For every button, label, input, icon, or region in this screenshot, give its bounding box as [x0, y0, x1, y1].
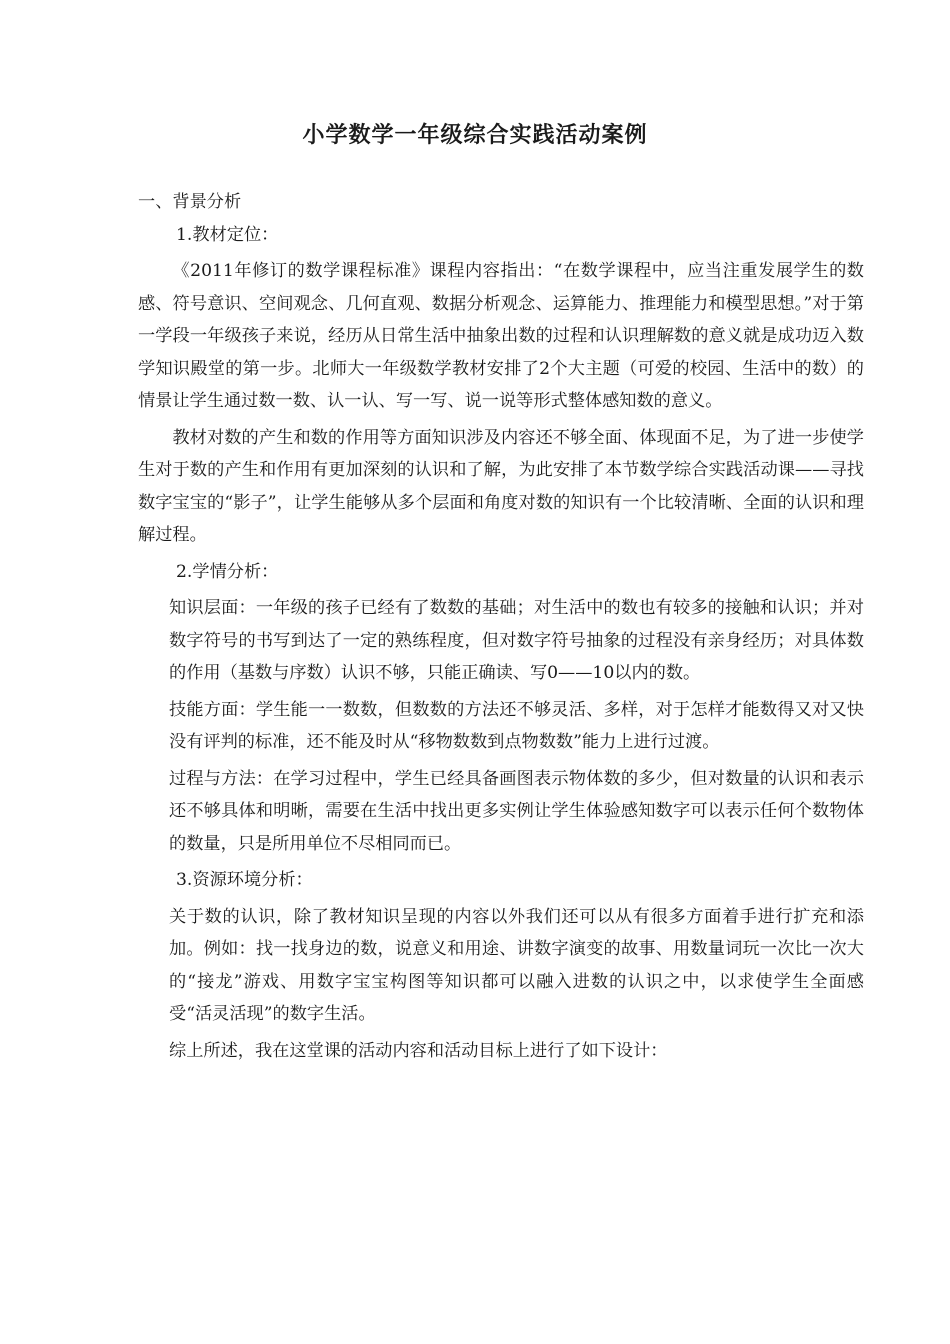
paragraph-process-method: 过程与方法：在学习过程中，学生已经具备画图表示物体数的多少，但对数量的认识和表示还不够具体和明晰，需要在生活中找出更多实例让学生体验感知数字可以表示任何个数物体的数量，只是所用单位不尽相同而已。	[169, 768, 864, 854]
section-heading-background: 一、背景分析	[138, 192, 242, 212]
paragraph-resource-details: 关于数的认识，除了教材知识呈现的内容以外我们还可以从有很多方面着手进行扩充和添加。例如：找一找身边的数，说意义和用途、讲数字演变的故事、用数量词玩一次比一次大的“接龙”游戏、用数字宝宝构图等知识都可以融入进数的认识之中，以求使学生全面感受“活灵活现”的数字生活。	[169, 906, 864, 1024]
subheading-resource-analysis: 3.资源环境分析：	[176, 870, 313, 890]
paragraph-textbook-content: 教材对数的产生和数的作用等方面知识涉及内容还不够全面、体现面不足，为了进一步使学生对于数的产生和作用有更加深刻的认识和了解，为此安排了本节数学综合实践活动课——寻找数字宝宝的“影子”，让学生能够从多个层面和角度对数的知识有一个比较清晰、全面的认识和理解过程。	[138, 427, 864, 545]
subheading-textbook-positioning: 1.教材定位：	[176, 224, 279, 245]
paragraph-knowledge-level: 知识层面：一年级的孩子已经有了数数的基础；对生活中的数也有较多的接触和认识；并对数字符号的书写到达了一定的熟练程度，但对数字符号抽象的过程没有亲身经历；对具体数的作用（基数与序数）认识不够，只能正确读、写0——10以内的数。	[169, 598, 864, 683]
paragraph-curriculum-standard: 《2011年修订的数学课程标准》课程内容指出：“在数学课程中，应当注重发展学生的数感、符号意识、空间观念、几何直观、数据分析观念、运算能力、推理能力和模型思想。”对于第一学段一年级孩子来说，经历从日常生活中抽象出数的过程和认识理解数的意义就是成功迈入数学知识殿堂的第一步。北师大一年级数学教材安排了2个大主题（可爱的校园、生活中的数）的情景让学生通过数一数、认一认、写一写、说一说等形式整体感知数的意义。	[138, 261, 864, 411]
page-title: 小学数学一年级综合实践活动案例	[302, 123, 648, 148]
paragraph-summary: 综上所述，我在这堂课的活动内容和活动目标上进行了如下设计：	[169, 1040, 668, 1061]
document-body	[138, 186, 864, 1067]
subheading-student-analysis: 2.学情分析：	[176, 561, 279, 582]
paragraph-skill-level: 技能方面：学生能一一数数，但数数的方法还不够灵活、多样，对于怎样才能数得又对又快没有评判的标准，还不能及时从“移物数数到点物数数”能力上进行过渡。	[169, 699, 864, 752]
